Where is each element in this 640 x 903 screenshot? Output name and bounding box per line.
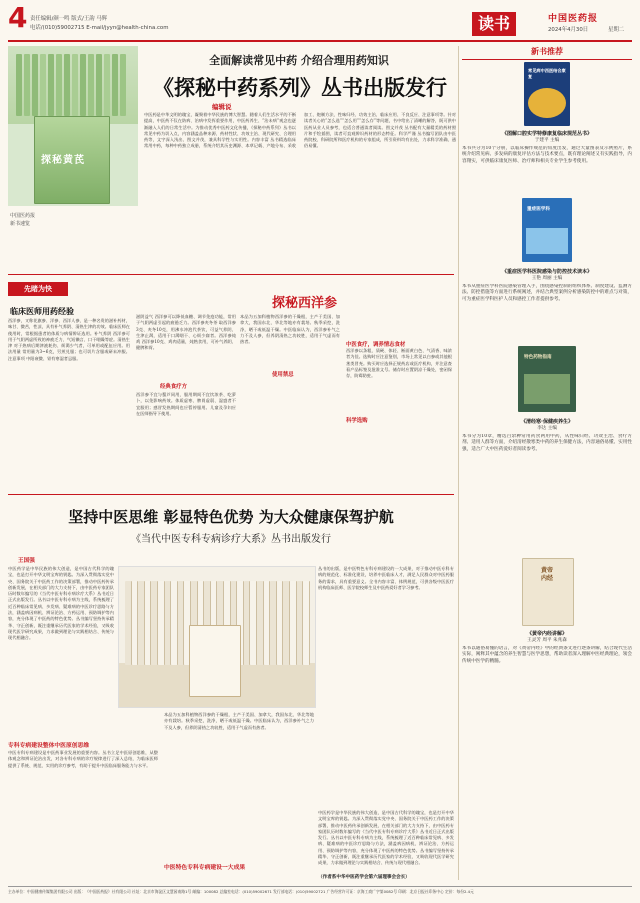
new-books-title: 新书推荐 [462, 46, 632, 60]
cover-caption-2: 新书速览 [10, 221, 31, 227]
bookshelf-spine [244, 581, 251, 665]
editor-line: 责任编辑/颜一鸣 版式/王韵 马辉 [30, 16, 108, 22]
bookshelf-spine [158, 581, 165, 665]
top-body [144, 112, 456, 270]
bookshelf-spine [138, 581, 145, 665]
section-divider-bottom [8, 494, 454, 495]
bookshelf-spine [165, 581, 172, 665]
bookshelf-spine [270, 581, 277, 665]
mid-sub-1: 经典食疗方 [160, 384, 187, 390]
new-book-cover-3: 特色药物指南 [518, 346, 576, 412]
new-books-panel [462, 46, 632, 884]
bookshelf-spine [125, 581, 132, 665]
bookshelf-spine [250, 581, 257, 665]
footer-line: 主办单位：中国健康传媒集团有限公司 出版：《中国医药报》社有限公司 社址：北京市海淀区文慧园南路1号 邮编：100082 总编室电话：(010)59002671 发行部电话：(010)59002721 广告经营许可证：京海工商广字第0082号 印刷：北京日报社印务中心 定价：每份2.4元 [8, 889, 474, 894]
issue-weekday: 星期二 [608, 27, 625, 33]
bookshelf-spine [303, 581, 310, 665]
paper-name: 中国医药报 [548, 14, 599, 24]
bookshelf-spine [178, 581, 185, 665]
new-book-author-4: 王灵芳 周平 朱兆森 [527, 638, 567, 643]
bottom-headline: 坚持中医思维 彰显特色优势 为大众健康保驾护航 [68, 508, 394, 526]
bottom-body-3: 丛书的出版，是中医特色专科专病建设的一大成果，对于推动中医专科专病的规范化、标准化建设，培养中医临床人才，满足人民群众对中医药服务的需求，具有重要意义。全书内容丰富、体例规范，可供各级中医医疗机构临床医师、医学院校师生及中医药爱好者学习参考。 [318, 566, 454, 590]
bottom-body-2: 中医专科专病建设是中医药事业发展的重要内容。丛书立足中医原创思维，从整体观念和辨证论治出发，对各专科专病的诊疗规律进行了深入总结，为临床医师提供了系统、规范、实用的诊疗参考，有助于提升中医临床服务能力与水平。 [8, 750, 158, 768]
section-divider-top [8, 274, 454, 275]
left-kicker: 先睹为快 [8, 282, 68, 296]
footer-rule [8, 886, 632, 887]
bottom-filler-text: 本品为五加科植物西洋参的干燥根，主产于美国、加拿大，我国东北、华北等地亦有栽培。秋季采挖，洗净，晒干或低温干燥。中医临床认为，西洋参补气之力不及人参，但养阴清热之功较胜，适用于气虚而有热者。 [164, 712, 314, 730]
new-book-author-2: 王艳 周丽 主编 [531, 276, 563, 281]
bookshelf-spine [145, 581, 152, 665]
bookshelf-spine [283, 581, 290, 665]
mid-title: 探秘西洋参 [272, 296, 338, 311]
new-book-body-2: 本书从重症医学科医院感染管理入手，围绕感染控制的组织体系、制度建设、监测方法、防控措施等方面进行系统阐述，并结合典型案例分析感染防控中的难点与对策，可为重症医学科医护人员和感控工作者提供参考。 [462, 284, 632, 302]
section-title: 读书 [472, 12, 516, 36]
bottom-body: 中医药学是中华民族的伟大创造，是中国古代科学的瑰宝，也是打开中华文明宝库的钥匙。为深入贯彻落实党中央、国务院关于中医药工作的决策部署，推动中医药传承创新发展，在相关部门的大力支持下，由中医药专家团队历时数年编写的《当代中医专科专病诊疗大系》丛书近日正式出版发行。丛书以中医专科专病为主线，系统梳理了近百种临床常见病、多发病、疑难病的中医诊疗思路与方法，涵盖病因病机、辨证论治、方药运用、预防调护等内容，充分体现了中医药的特色优势。丛书编写坚持传承精华、守正创新，既注重继承历代医家的学术经验，又吸收现代医学研究成果，力求做到理论与实践相结合、传统与现代相融合。 [8, 566, 114, 641]
bottom-extra-text: 中医药学是中华民族的伟大创造，是中国古代科学的瑰宝，也是打开中华文明宝库的钥匙。为深入贯彻落实党中央、国务院关于中医药工作的决策部署，推动中医药传承创新发展，在相关部门的大力支持下，由中医药专家团队历时数年编写的《当代中医专科专病诊疗大系》丛书近日正式出版发行。丛书以中医专科专病为主线，系统梳理了近百种临床常见病、多发病、疑难病的中医诊疗思路与方法，涵盖病因病机、辨证论治、方药运用、预防调护等内容，充分体现了中医药的特色优势。丛书编写坚持传承精华、守正创新，既注重继承历代医家的学术经验，又吸收现代医学研究成果，力求做到理论与实践相结合、传统与现代相融合。 [318, 810, 454, 866]
sidebar-divider [458, 46, 459, 880]
new-book-body-1: 本书共分为10个分册，以临床操作规范的角度出发，通过大量图表及示例照片，系统介绍常见病、多发病的康复评估方法与技术要点，既有理论阐述又有实践指导，内容翔实，可供临床康复医师、治疗师和相关专业学生参考使用。 [462, 146, 632, 164]
bottom-bookshelf-photo [118, 566, 316, 708]
page-header [8, 1, 632, 40]
bookshelf-spine [277, 581, 284, 665]
author-note: （作者系中华中医药学会第六届理事会会长） [318, 875, 410, 880]
bookshelf-spine [264, 581, 271, 665]
new-book-title-3: 《清经寒·保健疾养生》 [521, 419, 573, 425]
issue-date: 2024年4月30日 [548, 27, 589, 33]
mid-sub-4: 科学选购 [346, 418, 368, 424]
featured-book-title: 探秘黄芪 [41, 155, 85, 166]
new-book-cover-1: 常见病中西医结合康复 [524, 62, 570, 126]
new-book-cover-2: 重症医学科 [522, 198, 572, 262]
new-book-author-1: 于建平 主编 [534, 138, 560, 143]
bookshelf-spine [171, 581, 178, 665]
new-book-body-3: 本书分为10章，精选百余种常用药食两用中药，从性味归经、功效主治、食疗方剂、适用人群等方面，介绍清经散寒类中药的养生保健方法，内容通俗易懂、实用性强，适合广大中医药爱好者阅读参考。 [462, 434, 632, 452]
mid-body-d: 西洋参以条粗、质硬、体轻、断面黄白色、气清香、味浓者为佳。选购时应注意鉴别，市场上常见以白参或其他根茎类冒充。购买时应选择正规药店或医疗机构，并注意查看产品标签及批准文号。储存时应置阴凉干燥处，密闭保存，防霉防蛀。 [346, 348, 452, 379]
featured-book-cover [34, 116, 110, 204]
bottom-subheadline: 《当代中医专科专病诊疗大系》丛书出版发行 [131, 534, 331, 545]
page-number: 4 [8, 1, 28, 34]
new-book-title-2: 《重症医学科医院感染与防控技术读本》 [501, 269, 592, 275]
top-headline: 《探秘中药系列》丛书出版发行 [153, 75, 447, 100]
bottom-sub-2: 中医特色专科专病建设一大成果 [164, 865, 246, 871]
header-rule [8, 40, 632, 42]
top-kicker: 全面解读常见中药 介绍合理用药知识 [209, 54, 389, 67]
new-book-body-4: 本书以通俗易懂的语言，对《黄帝内经》中的经典条文进行逐条讲解，结合现代生活实际，阐释其中蕴含的养生智慧与医学思想，帮助读者深入理解中医经典理论，领会传统中医学的精髓。 [462, 646, 632, 664]
bottom-byline: 王国强 [18, 558, 35, 564]
bookshelf-spine [257, 581, 264, 665]
mid-sub-2: 使用禁忌 [272, 372, 294, 378]
mid-sub-3: 中医食疗，调养情志食材 [346, 342, 406, 348]
cover-caption-1: 中国医药报 [10, 213, 36, 219]
bookshelf-spine [290, 581, 297, 665]
left-column-body: 西洋参，又称花旗参、洋参、西洋人参，是一种名贵的滋补药材，味甘、微苦，性凉，具有补气养阴、清热生津的功效。临床医师在使用时，常根据患者的体质与病情辨证选用。补气养阴 西洋参可用于气阴两虚所致的神疲乏力、气短懒言、口干咽燥等症。清热生津 对于热病后期津液耗伤、烦渴少气者，可单用或配伍应用。用法用量 常用量为3~6克，另煎兑服；也可切片含服或研末冲服。注意事项 中阳衰微、胃有寒湿者忌服。 [8, 318, 130, 361]
mid-body-a: 滋阴益气 西洋参可以降低血糖、调节免疫功能，常用于气阴两虚引起的疲倦乏力。西洋参麦冬茶 取西洋参3克、麦冬10克，用沸水冲泡代茶饮，可益气养阴、生津止渴，适用于口渴咽干、心烦少寐者。西洋参炖鸡 西洋参10克、鸡肉适量，炖熟食用，可补气养阴、健脾和胃。 [136, 314, 236, 351]
new-book-cover-4: 黄帝内经 [522, 558, 574, 626]
bookshelf-spine [132, 581, 139, 665]
bookshelf-spine [297, 581, 304, 665]
new-book-title-1: 《图解口腔实学特修康复临床规范丛书》 [501, 131, 592, 137]
bookshelf-spine [151, 581, 158, 665]
top-byline: 编辑说 [212, 103, 232, 111]
mid-body-c: 本品为五加科植物西洋参的干燥根，主产于美国、加拿大，我国东北、华北等地亦有栽培。秋季采挖，洗净，晒干或低温干燥。中医临床认为，西洋参补气之力不及人参，但养阴清热之功较胜，适用于气虚而有热者。 [240, 314, 340, 345]
top-book-photo [8, 46, 138, 206]
left-column-heading: 临床医师用药经验 [10, 306, 74, 316]
top-body-text: 中医药是中华文明的瑰宝，凝聚着中华民族的博大智慧。随着人们生活水平的不断提高，中医药不仅在防病、治病中发挥重要作用，中医药养生、“治未病”观念也逐渐融入人们的日常生活中。为推动优秀中医药文化传播，《探秘中药系列》丛书以常见中药为切入点，内容涵盖品种来源、药材性状、功效主治、现代研究、合理用药等，文字深入浅出、图文并茂，兼具科学性与实用性。内容丰富 丛书精选临床常用中药，每种中药独立成册，系统介绍其历史渊源、本草记载、产地分布、采收加工、炮制方法、性味归经、功效主治、临床应用、不良反应、注意事项等。针对读者关心的“怎么选”“怎么用”“怎么存”等问题，书中给出了清晰的解答，既可供中医药从业人员参考，也适合普通读者阅读。图文并茂 丛书配有大量精美的药材照片和手绘插图，读者可直观辨识药材的形态特征。科学严谨 丛书编写团队由中医药院校、科研院所和医疗机构的专家组成，所引资料均有出处，力求科学准确、通俗易懂。 [144, 112, 456, 149]
mid-body-b: 西洋参不宜与藜芦同用，服用期间不宜饮浓茶、吃萝卜，以免影响药效。体质虚寒、脾胃虚弱、湿盛者不宜服用；感冒发热期间也应暂停服用。儿童及孕妇应在医师指导下使用。 [136, 392, 236, 416]
contact-line: 电话/(010)59002715 E-mail/jyyn@health-china.com [30, 25, 169, 31]
bookshelf-featured-cover [189, 625, 241, 697]
bottom-sub-1: 专科专病建设整体中医原创思维 [8, 743, 90, 749]
new-book-author-3: 李达 主编 [537, 426, 557, 431]
new-book-title-4: 《黄帝内经讲解》 [526, 631, 567, 637]
